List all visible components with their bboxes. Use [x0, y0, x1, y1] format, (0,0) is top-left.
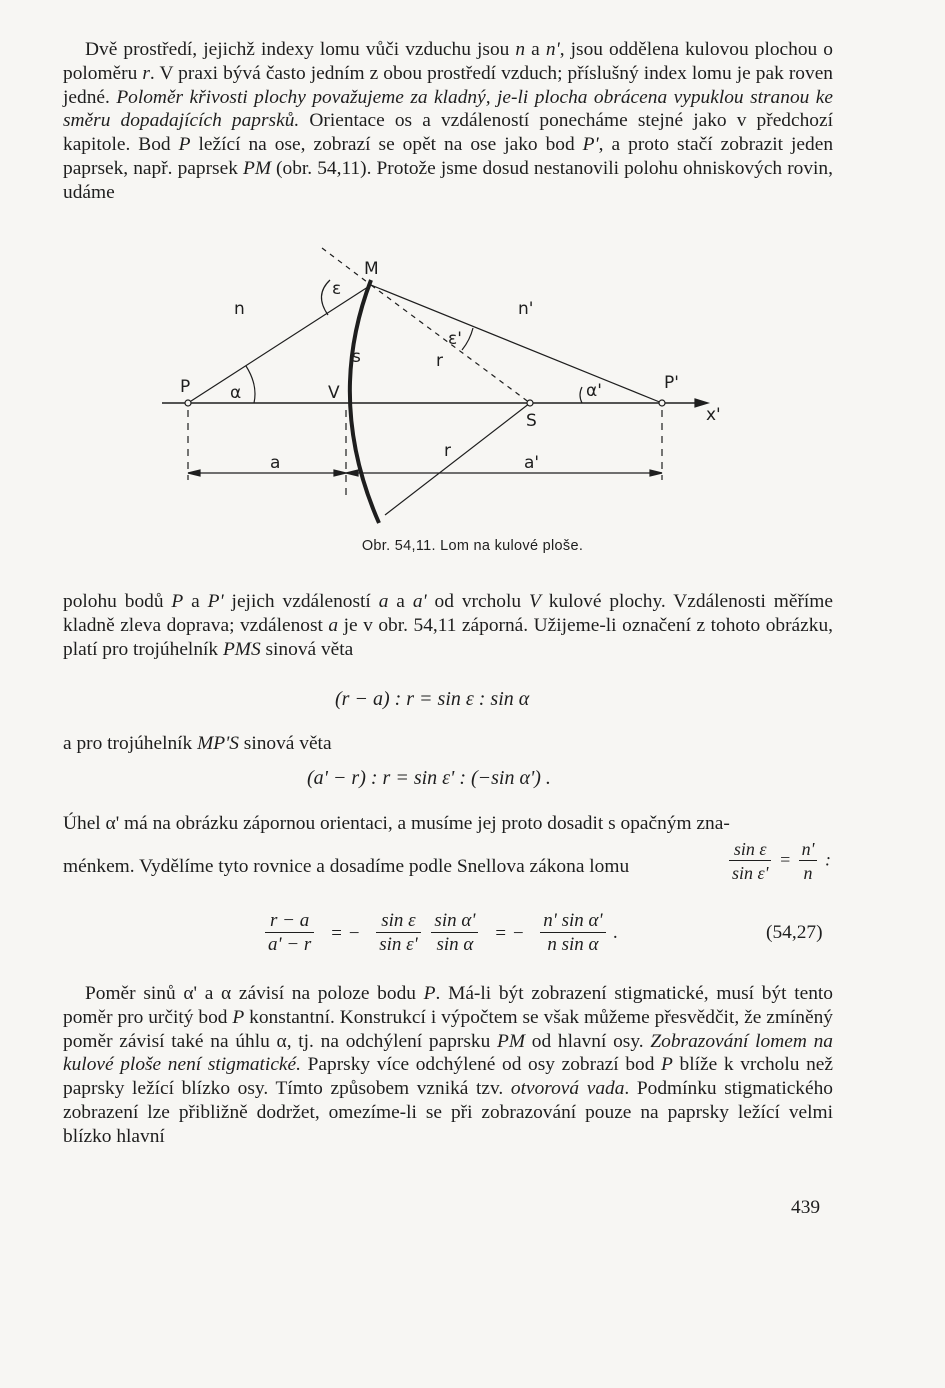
label-x-prime: x' — [706, 405, 721, 425]
label-V: V — [328, 383, 340, 403]
label-epsilon: ε — [332, 279, 342, 299]
label-a: a — [270, 453, 281, 473]
point-P — [185, 400, 191, 406]
point-S — [527, 400, 533, 406]
line-triangle-mps: a pro trojúhelník MP'S sinová věta — [63, 733, 332, 754]
label-alpha: α — [230, 383, 242, 403]
arc-epsilon-prime — [462, 328, 473, 350]
label-r-upper: r — [436, 351, 443, 371]
line-snell-intro: ménkem. Vydělíme tyto rovnice a dosadíme podle Snellova zákona lomu — [63, 856, 630, 877]
label-n: n — [234, 299, 245, 319]
label-P-prime: P' — [664, 373, 679, 393]
term-italic: otvorová vada — [510, 1078, 625, 1100]
statement-italic: Zobrazování lomem na kulové ploše není stigmatické. — [63, 1030, 833, 1076]
figure-caption: Obr. 54,11. Lom na kulové ploše. — [361, 538, 584, 554]
equation-number: (54,27) — [766, 922, 823, 943]
figure-refraction-diagram — [150, 240, 750, 540]
label-M: M — [364, 259, 379, 279]
label-n-prime: n' — [518, 299, 534, 319]
paragraph-intro: Dvě prostředí, jejichž indexy lomu vůči vzduchu jsou n a n', jsou oddělena kulovou plochou o poloměru r. V praxi bývá často jedním z obou prostředí vzduch; příslušný index lomu je pak roven jedné. Poloměr křivosti plochy považujeme za kladný, je-li plocha obrácena vypuklou stranou ke směru dopadajících paprsků. Orientace os a vzdáleností ponecháme stejné jako v předchozí kapitole. Bod P ležící na ose, zobrazí se opět na ose jako bod P', a proto stačí zobrazit jeden paprsek, např. paprsek PM (obr. 54,11). Protože jsme dosud nestanovili polohu ohniskových rovin, udáme — [63, 39, 834, 203]
equation-sine-law-2: (a' − r) : r = sin ε' : (−sin α') . — [307, 767, 551, 789]
paragraph-distances: polohu bodů P a P' jejich vzdáleností a a a' od vrcholu V kulové plochy. Vzdálenosti měříme kladně zleva doprava; vzdálenost a je v obr. 54,11 záporná. Užijeme-li označení z tohoto obrázku, platí pro trojúhelník PMS sinová věta — [63, 591, 833, 660]
ray-refracted — [371, 285, 662, 403]
ray-incident — [188, 285, 371, 403]
spherical-surface — [350, 280, 379, 523]
arc-alpha-prime — [580, 387, 582, 403]
arc-alpha — [246, 366, 255, 403]
label-epsilon-prime: ε' — [448, 329, 462, 349]
label-s: s — [352, 347, 361, 367]
paragraph-aberration: Poměr sinů α' a α závisí na poloze bodu P. Má-li být zobrazení stigmatické, musí být tento poměr pro určitý bod P konstantní. Konstrukcí i výpočtem se však můžeme přesvědčit, že zmíněný poměr závisí také na úhlu α, tj. na odchýlení paprsku PM od hlavní osy. Zobrazování lomem na kulové ploše není stigmatické. Paprsky více odchýlené od osy zobrazí bod P blíže k vrcholu než paprsky ležící blízko osy. Tímto způsobem vzniká tzv. otvorová vada. Podmínku stigmatického zobrazení lze přibližně dodržet, omezíme-li se při zobrazování pouze na paprsky ležící velmi blízko hlavní — [63, 983, 834, 1147]
label-r-lower: r — [444, 441, 451, 461]
arc-epsilon — [321, 280, 330, 315]
point-P-prime — [659, 400, 665, 406]
label-P: P — [180, 377, 191, 397]
label-alpha-prime: α' — [586, 381, 602, 401]
label-S: S — [526, 411, 537, 431]
equation-54-27: $\frac{r - a}{a' - r}$ = − $\frac{\text{sin ε}}{\text{sin ε'}}$ $\frac{\text{sin α'}}{\text{sin α}}$ = − $\frac{\text{n' sin α'}}{\text{n sin α}}$ . — [262, 910, 618, 957]
line-angle-orientation: Úhel α' má na obrázku zápornou orientaci, a musíme jej proto dosadit s opačným zna- — [63, 813, 730, 834]
equation-sine-law-1: (r − a) : r = sin ε : sin α — [335, 688, 530, 710]
radius-lower — [385, 403, 530, 515]
snell-law-fraction: $\frac{\text{sin ε}}{\text{sin ε'}}$ = $\frac{n'}{n}$ : — [726, 838, 831, 885]
page-number: 439 — [791, 1197, 821, 1218]
definition-italic: Poloměr křivosti plochy považujeme za kladný, je-li plocha obrácena vypuklou stranou ke směru dopadajících paprsků. — [63, 86, 834, 132]
label-a-prime: a' — [524, 453, 540, 473]
